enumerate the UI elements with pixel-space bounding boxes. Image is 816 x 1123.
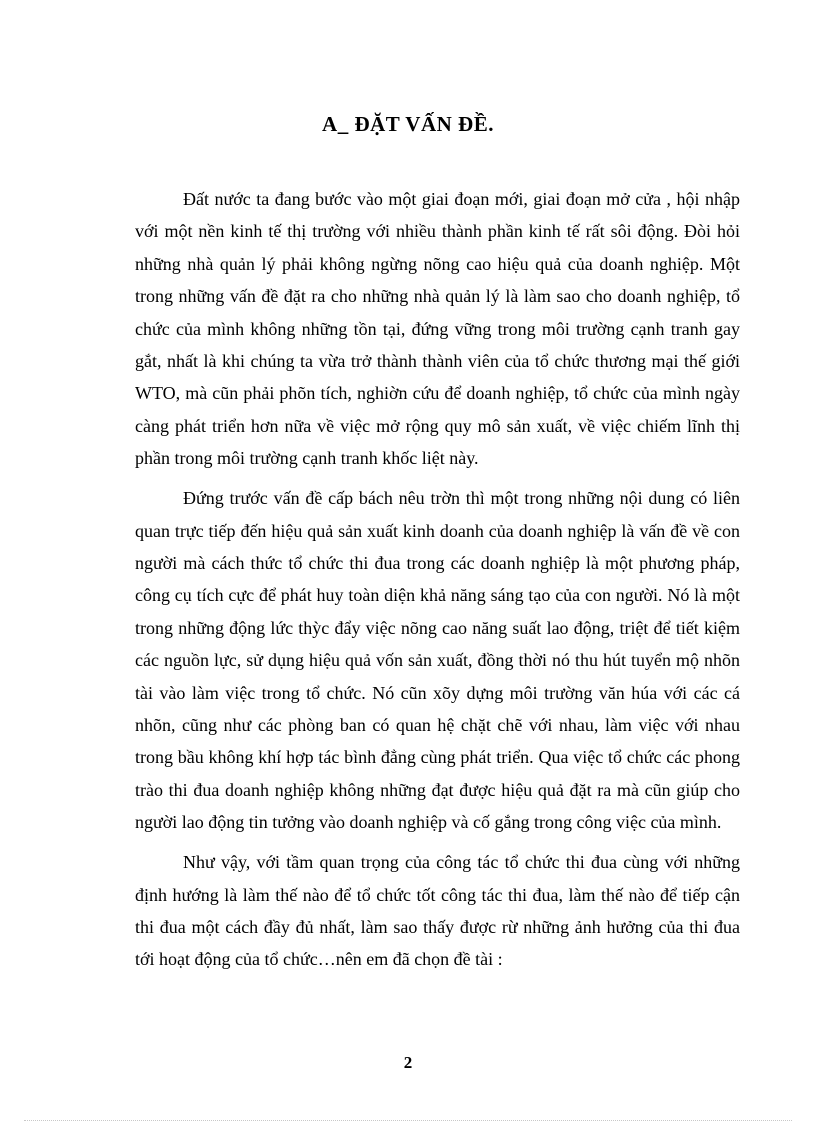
paragraph-3: Như vậy, với tầm quan trọng của công tác tổ chức thi đua cùng với những định hướng là làm thế nào để tổ chức tốt công tác thi đua, làm thế nào để tiếp cận thi đua một cách đầy đủ nhất, làm sao thấy được rừ những ảnh hưởng của thi đua tới hoạt động của tổ chức…nên em đã chọn đề tài : [135,852,740,970]
page-number: 2 [403,1053,413,1072]
page-title: A_ ĐẶT VẤN ĐỀ. [322,112,494,136]
page-bottom-divider [24,1120,792,1121]
body-text [135,183,740,983]
paragraph-2: Đứng trước vấn đề cấp bách nêu trờn thì một trong những nội dung có liên quan trực tiếp đến hiệu quả sản xuất kinh doanh của doanh nghiệp là vấn đề về con người mà cách thức tổ chức thi đua trong các doanh nghiệp là một phương pháp, công cụ tích cực để phát huy toàn diện khả năng sáng tạo của con người. Nó là một trong những động lức thỳc đẩy việc nõng cao năng suất lao động, triệt để tiết kiệm các nguồn lực, sử dụng hiệu quả vốn sản xuất, đồng thời nó thu hút tuyển mộ nhõn tài vào làm việc trong tổ chức. Nó cũn xõy dựng môi trường văn húa với các cá nhõn, cũng như các phòng ban có quan hệ chặt chẽ với nhau, làm việc với nhau trong bầu không khí hợp tác bình đẳng cùng phát triển. Qua việc tổ chức các phong trào thi đua doanh nghiệp không những đạt được hiệu quả đặt ra mà cũn giúp cho người lao động tin tưởng vào doanh nghiệp và cố gắng trong công việc của mình. [135,488,740,833]
paragraph-1: Đất nước ta đang bước vào một giai đoạn mới, giai đoạn mở cửa , hội nhập với một nền kinh tế thị trường với nhiều thành phần kinh tế rất sôi động. Đòi hỏi những nhà quản lý phải không ngừng nõng cao hiệu quả của doanh nghiệp. Một trong những vấn đề đặt ra cho những nhà quản lý là làm sao cho doanh nghiệp, tổ chức của mình không những tồn tại, đứng vững trong môi trường cạnh tranh gay gắt, nhất là khi chúng ta vừa trở thành thành viên của tổ chức thương mại thế giới WTO, mà cũn phải phõn tích, nghiờn cứu để doanh nghiệp, tổ chức của mình ngày càng phát triển hơn nữa về việc mở rộng quy mô sản xuất, về việc chiếm lĩnh thị phần trong môi trường cạnh tranh khốc liệt này. [135,189,740,469]
